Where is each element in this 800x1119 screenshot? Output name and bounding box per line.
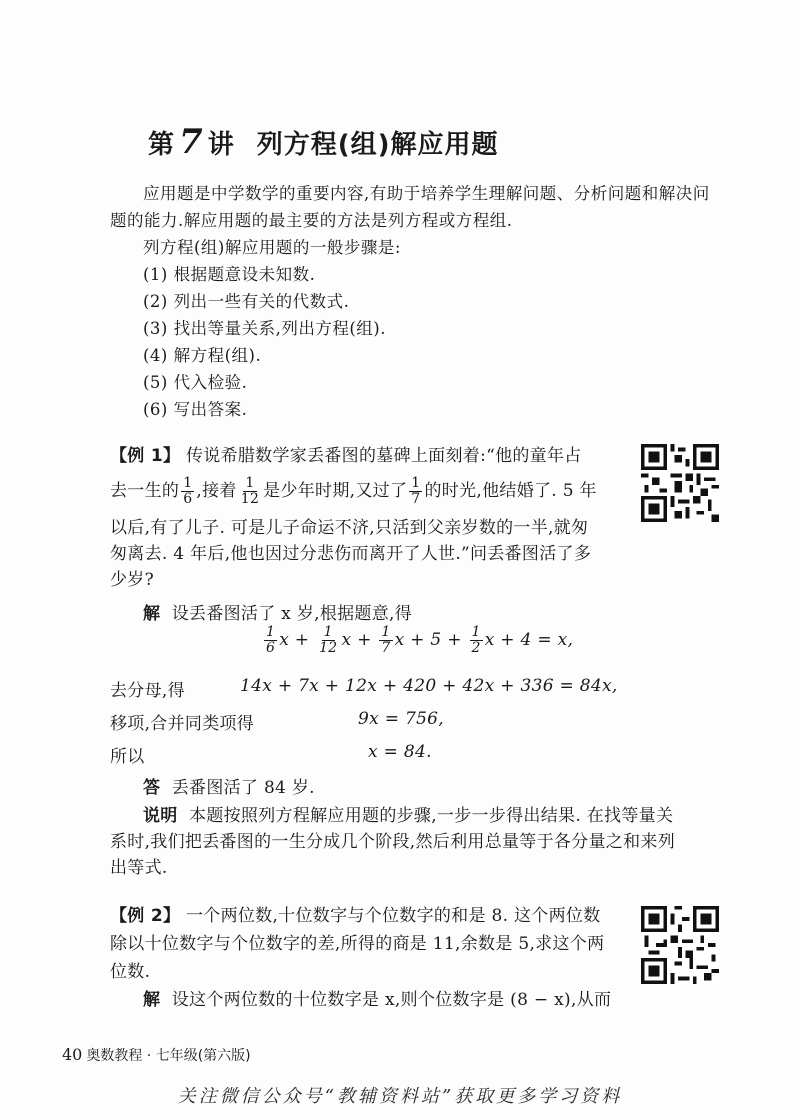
lesson-title-text: 列方程(组)解应用题 — [256, 130, 499, 160]
page-footer — [62, 1045, 251, 1065]
watermark: 关注微信公众号“教辅资料站”获取更多学习资料 — [177, 1086, 623, 1107]
example1-answer: 答 丢番图活了 84 岁. — [143, 778, 315, 798]
step-2: (2) 列出一些有关的代数式. — [143, 292, 350, 311]
example1-line5: 少岁? — [110, 570, 155, 590]
step-1: (1) 根据题意设未知数. — [143, 265, 316, 284]
step1-label: 去分母,得 — [110, 681, 185, 701]
example1-line1: 【例 1】 传说希腊数学家丢番图的墓碑上面刻着:“他的童年占 — [110, 446, 582, 466]
step-3: (3) 找出等量关系,列出方程(组). — [143, 319, 386, 338]
example1-label: 【例 1】 — [110, 446, 181, 466]
lesson-suffix: 讲 — [207, 130, 235, 160]
step1-equation: 14x + 7x + 12x + 420 + 42x + 336 = 84x, — [240, 676, 618, 696]
lesson-prefix: 第 — [148, 130, 176, 160]
step2-equation: 9x = 756, — [358, 709, 445, 729]
book-title: 奥数教程 · 七年级(第六版) — [86, 1048, 251, 1064]
step3-label: 所以 — [110, 747, 145, 767]
note-line1: 说明 本题按照列方程解应用题的步骤,一步一步得出结果. 在找等量关 — [143, 806, 674, 826]
fraction: $\frac{1}{6}$ — [183, 475, 193, 507]
example1-line2: 去一生的 $\frac{1}{6}$ ,接着 $\frac{1}{12}$ 是少年时期,又过了 $\frac{1}{7}$ 的时光,他结婚了. 5 年 — [110, 475, 597, 507]
note-line3: 出等式. — [110, 858, 168, 878]
example2-line3: 位数. — [110, 962, 151, 982]
lesson-number: 7 — [179, 122, 204, 162]
steps-heading: 列方程(组)解应用题的一般步骤是: — [143, 238, 401, 257]
step2-label: 移项,合并同类项得 — [110, 714, 255, 734]
step-5: (5) 代入检验. — [143, 373, 248, 392]
qr-code-icon[interactable] — [641, 906, 719, 984]
example1-line4: 匆离去. 4 年后,他也因过分悲伤而离开了人世.”问丢番图活了多 — [110, 544, 592, 564]
example1-line3: 以后,有了儿子. 可是儿子命运不济,只活到父亲岁数的一半,就匆 — [110, 518, 589, 538]
fraction: $\frac{1}{7}$ — [411, 475, 421, 507]
example2-line2: 除以十位数字与个位数字的差,所得的商是 11,余数是 5,求这个两 — [110, 934, 605, 954]
step-6: (6) 写出答案. — [143, 400, 248, 419]
page-number: 40 — [62, 1045, 83, 1064]
example1-solution: 解 设丢番图活了 x 岁,根据题意,得 — [143, 604, 413, 624]
step3-equation: x = 84. — [368, 742, 432, 762]
main-equation: $\frac{1}{6}$ x + $\frac{1}{12}$ x + $\frac{1}{7}$ x + 5 + $\frac{1}{2}$ x + 4 = x, — [266, 624, 574, 656]
example2-label: 【例 2】 — [110, 906, 181, 926]
qr-code-icon[interactable] — [641, 444, 719, 522]
note-line2: 系时,我们把丢番图的一生分成几个阶段,然后利用总量等于各分量之和来列 — [110, 832, 676, 852]
step-4: (4) 解方程(组). — [143, 346, 262, 365]
example2-solution: 解 设这个两位数的十位数字是 x,则个位数字是 (8 − x),从而 — [143, 990, 612, 1010]
example2-line1: 【例 2】 一个两位数,十位数字与个位数字的和是 8. 这个两位数 — [110, 906, 601, 926]
lesson-title — [148, 122, 498, 162]
fraction: $\frac{1}{12}$ — [240, 475, 260, 507]
intro-paragraph: 应用题是中学数学的重要内容,有助于培养学生理解问题、分析问题和解决问题的能力.解应用题的最主要的方法是列方程或方程组. — [110, 184, 710, 230]
